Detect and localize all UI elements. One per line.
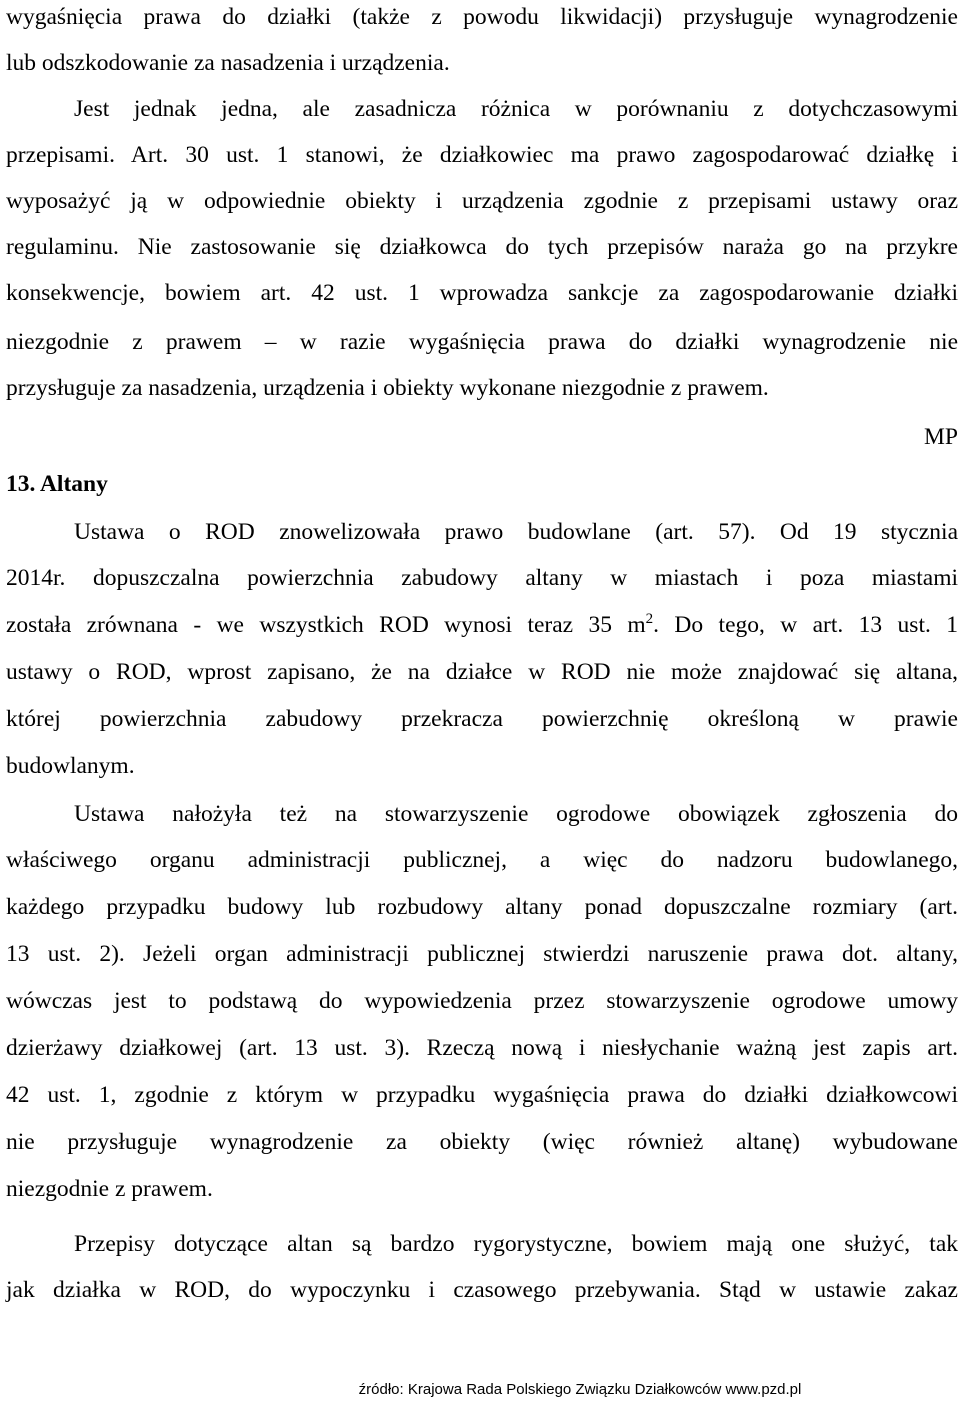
section-heading: 13. Altany <box>6 471 108 497</box>
text-line: konsekwencje, bowiem art. 42 ust. 1 wprowadza sankcje za zagospodarowanie działki <box>6 280 958 306</box>
text-segment: . Do tego, w art. 13 ust. 1 <box>653 612 958 638</box>
text-line: niezgodnie z prawem – w razie wygaśnięcia prawa do działki wynagrodzenie nie <box>6 329 958 355</box>
text-line: przysługuje za nasadzenia, urządzenia i obiekty wykonane niezgodnie z prawem. <box>6 375 769 401</box>
text-line: każdego przypadku budowy lub rozbudowy altany ponad dopuszczalne rozmiary (art. <box>6 894 958 920</box>
text-line: Ustawa nałożyła też na stowarzyszenie ogrodowe obowiązek zgłoszenia do <box>74 801 958 827</box>
text-line: właściwego organu administracji publicznej, a więc do nadzoru budowlanego, <box>6 847 958 873</box>
text-line-with-superscript <box>6 610 958 640</box>
text-line: dzierżawy działkowej (art. 13 ust. 3). Rzeczą nową i niesłychanie ważną jest zapis art. <box>6 1035 958 1061</box>
text-line: 42 ust. 1, zgodnie z którym w przypadku wygaśnięcia prawa do działki działkowcowi <box>6 1082 958 1108</box>
text-line: Ustawa o ROD znowelizowała prawo budowlane (art. 57). Od 19 stycznia <box>74 519 958 545</box>
text-line: przepisami. Art. 30 ust. 1 stanowi, że działkowiec ma prawo zagospodarować działkę i <box>6 142 958 168</box>
text-line: ustawy o ROD, wprost zapisano, że na działce w ROD nie może znajdować się altana, <box>6 659 958 685</box>
text-segment: została zrównana - we wszystkich ROD wynosi teraz 35 m <box>6 612 646 638</box>
text-line: 13 ust. 2). Jeżeli organ administracji publicznej stwierdzi naruszenie prawa dot. altany, <box>6 941 958 967</box>
text-line: budowlanym. <box>6 753 135 779</box>
text-line: wówczas jest to podstawą do wypowiedzenia przez stowarzyszenie ogrodowe umowy <box>6 988 958 1014</box>
text-line: wygaśnięcia prawa do działki (także z powodu likwidacji) przysługuje wynagrodzenie <box>6 4 958 30</box>
text-line: 2014r. dopuszczalna powierzchnia zabudowy altany w miastach i poza miastami <box>6 565 958 591</box>
text-line: której powierzchnia zabudowy przekracza powierzchnię określoną w prawie <box>6 706 958 732</box>
text-line: regulaminu. Nie zastosowanie się działkowca do tych przepisów naraża go na przykre <box>6 234 958 260</box>
text-line: wyposażyć ją w odpowiednie obiekty i urządzenia zgodnie z przepisami ustawy oraz <box>6 188 958 214</box>
page-footer-source: źródło: Krajowa Rada Polskiego Związku Działkowców www.pzd.pl <box>358 1381 802 1398</box>
text-line: niezgodnie z prawem. <box>6 1176 213 1202</box>
text-line: nie przysługuje wynagrodzenie za obiekty (więc również altanę) wybudowane <box>6 1129 958 1155</box>
text-line: Jest jednak jedna, ale zasadnicza różnica w porównaniu z dotychczasowymi <box>74 96 958 122</box>
text-line: Przepisy dotyczące altan są bardzo rygorystyczne, bowiem mają one służyć, tak <box>74 1231 958 1257</box>
superscript: 2 <box>645 611 654 627</box>
author-signature: MP <box>924 424 958 450</box>
text-line: jak działka w ROD, do wypoczynku i czasowego przebywania. Stąd w ustawie zakaz <box>6 1277 958 1303</box>
text-line: lub odszkodowanie za nasadzenia i urządzenia. <box>6 50 450 76</box>
